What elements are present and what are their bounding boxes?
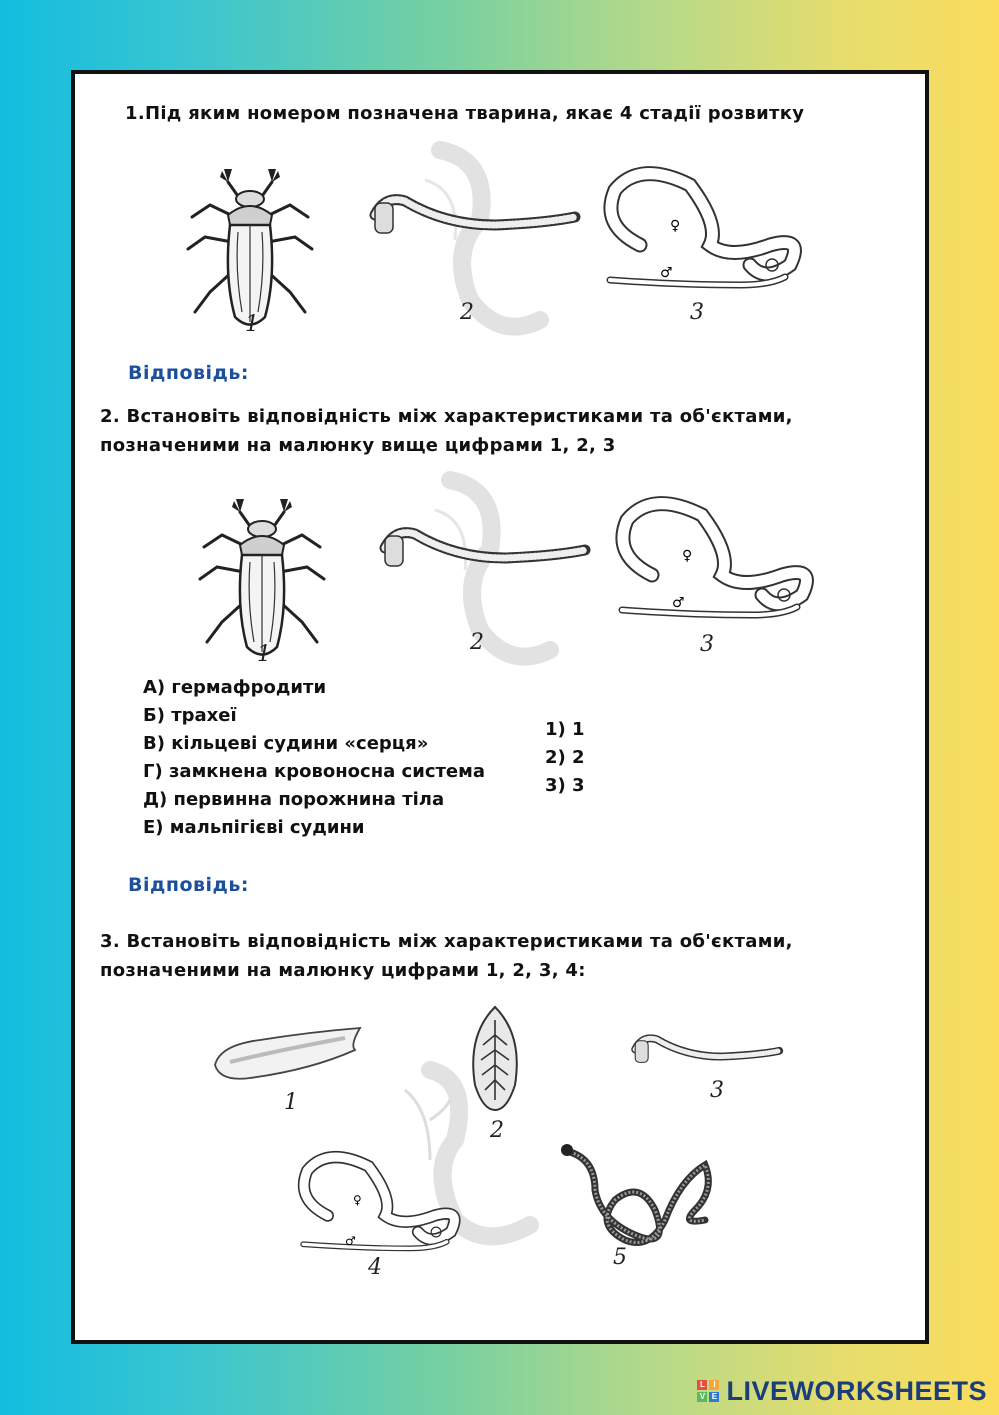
earthworm-image [375,528,595,588]
liveworksheets-logo[interactable] [697,1374,987,1408]
logo-letter-i: I [709,1380,719,1390]
female-symbol: ♀ [353,1193,362,1207]
logo-letter-v: V [697,1392,707,1402]
male-symbol: ♂ [660,265,673,281]
female-symbol: ♀ [670,218,681,234]
q2-label-2: 2 [470,630,484,655]
question-3-line2: позначеними на малюнку цифрами 1, 2, 3, 4: [100,960,586,981]
option-d: Д) первинна порожнина тіла [143,789,445,810]
q1-label-2: 2 [460,300,474,325]
option-a: А) гермафродити [143,677,327,698]
numbered-item-1: 1) 1 [545,719,585,740]
question-3-line1: 3. Встановіть відповідність між характеристиками та об'єктами, [100,931,793,952]
logo-letter-l: L [697,1380,707,1390]
female-symbol: ♀ [682,548,693,564]
roundworm-image [612,495,822,625]
question-2-line2: позначеними на малюнку вище цифрами 1, 2, 3 [100,435,616,456]
question-1-title: 1.Під яким номером позначена тварина, якає 4 стадії розвитку [125,103,805,124]
q3-label-2: 2 [490,1118,504,1143]
q2-label-3: 3 [700,632,714,657]
option-b: Б) трахеї [143,705,237,726]
numbered-item-3: 3) 3 [545,775,585,796]
q1-answer-label: Відповідь: [128,362,250,384]
q1-label-1: 1 [245,312,259,337]
q3-label-1: 1 [284,1090,298,1115]
logo-mark [697,1380,719,1402]
hookworm-image [555,1140,725,1260]
roundworm-image [295,1150,465,1260]
q3-label-5: 5 [613,1245,627,1270]
male-symbol: ♂ [672,595,685,611]
q3-label-3: 3 [710,1078,724,1103]
option-e: Е) мальпігієві судини [143,817,365,838]
option-v: В) кільцеві судини «серця» [143,733,429,754]
q3-label-4: 4 [368,1255,382,1280]
q2-answer-label: Відповідь: [128,874,250,896]
roundworm-image [600,165,810,295]
logo-letter-e: E [709,1392,719,1402]
fluke-image [465,1005,525,1115]
male-symbol: ♂ [345,1234,356,1248]
beetle-image [180,165,330,325]
earthworm-image [365,195,585,255]
numbered-item-2: 2) 2 [545,747,585,768]
question-2-line1: 2. Встановіть відповідність між характеристиками та об'єктами, [100,406,793,427]
q2-label-1: 1 [257,642,271,667]
planaria-image [210,1020,370,1090]
brand-name: LIVEWORKSHEETS [726,1375,987,1406]
option-g: Г) замкнена кровоносна система [143,761,485,782]
earthworm-image [628,1035,788,1080]
beetle-image [192,495,342,655]
q1-label-3: 3 [690,300,704,325]
